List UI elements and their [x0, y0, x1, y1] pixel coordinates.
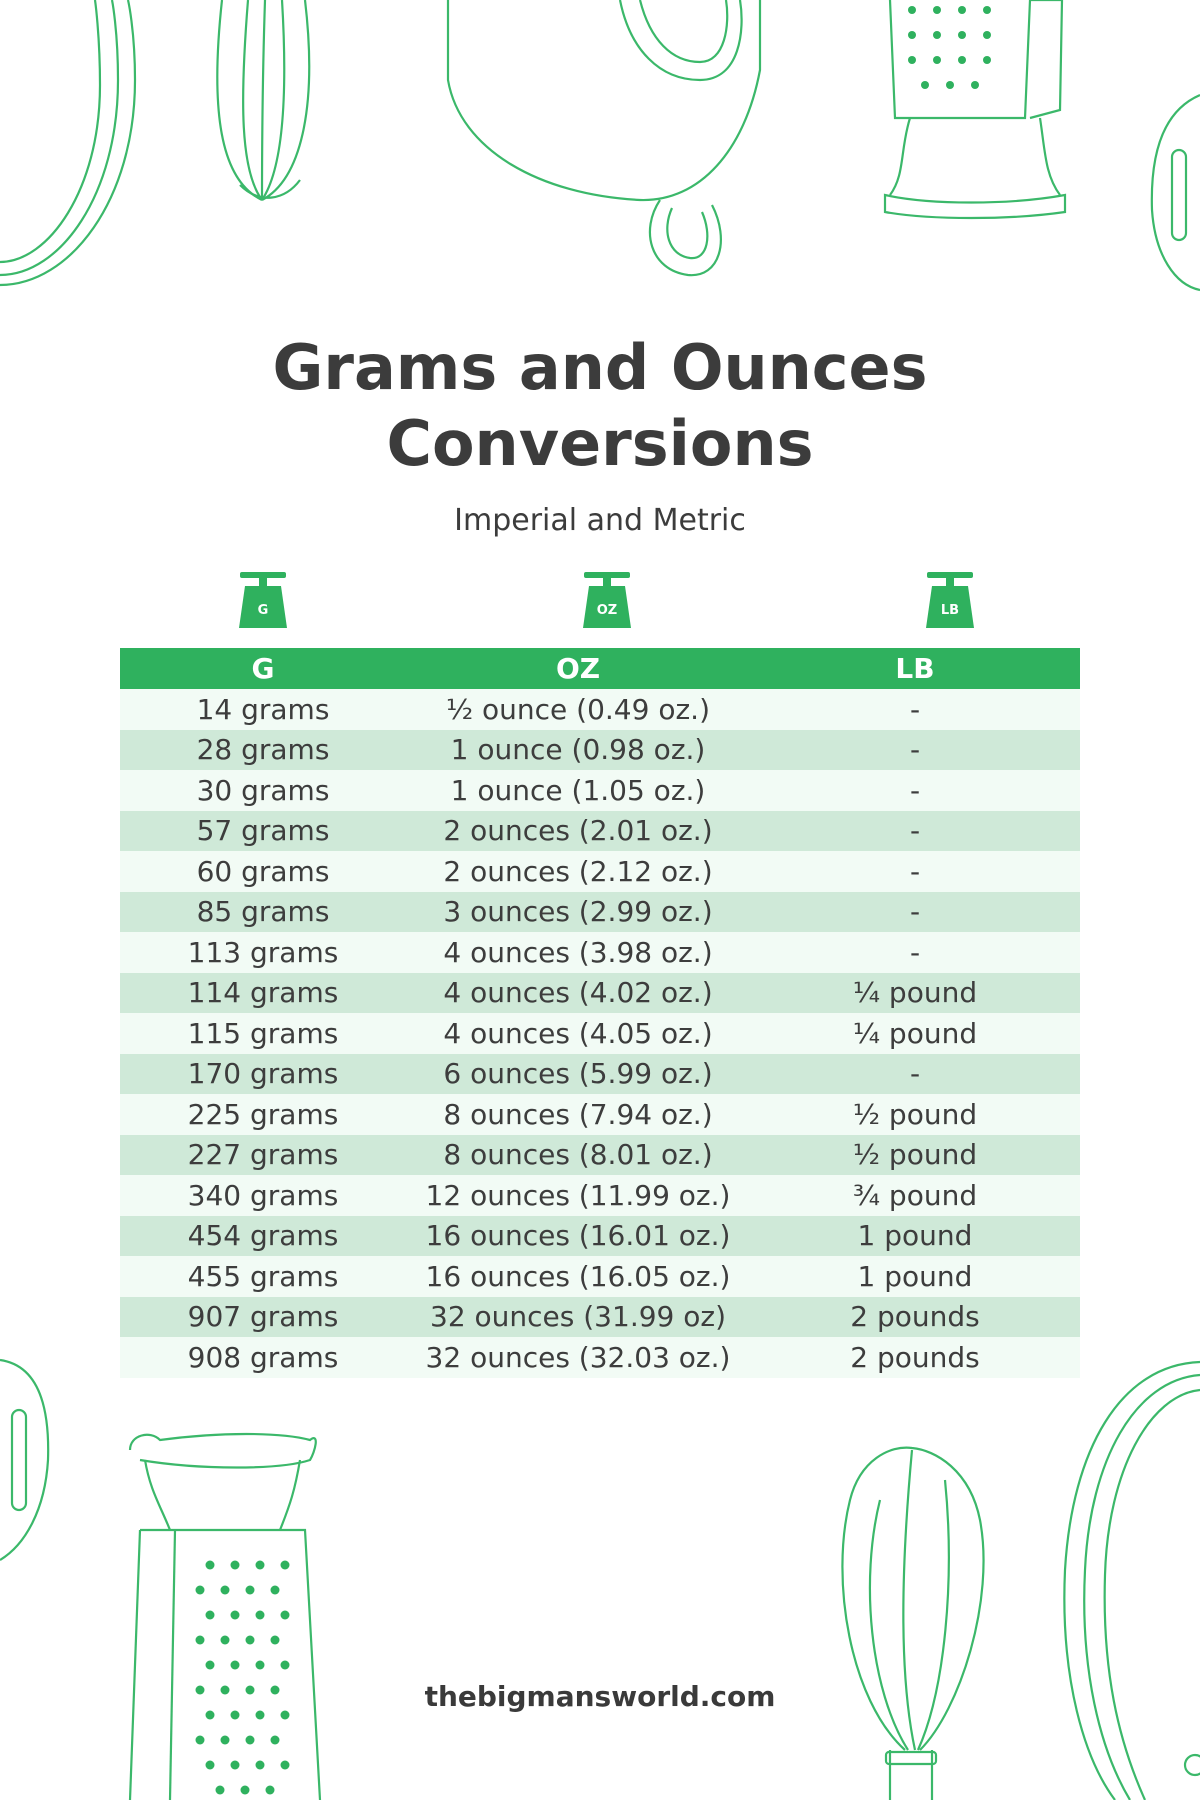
cell-pounds: -: [909, 1057, 921, 1091]
cell-ounces: 6 ounces (5.99 oz.): [443, 1057, 713, 1091]
cell-pounds: 2 pounds: [850, 1300, 980, 1334]
table-row: [120, 851, 1080, 892]
cell-pounds: 2 pounds: [850, 1340, 980, 1374]
cell-pounds: ¼ pound: [852, 976, 978, 1010]
whisk-icon: [842, 1448, 983, 1800]
scale-label: G: [257, 603, 269, 618]
cell-grams: 28 grams: [196, 733, 330, 767]
cell-ounces: 8 ounces (7.94 oz.): [443, 1097, 713, 1131]
title-line-2: Conversions: [386, 407, 814, 480]
table-row: [120, 973, 1080, 1014]
cell-grams: 114 grams: [187, 976, 339, 1010]
cell-grams: 115 grams: [187, 1016, 339, 1050]
cheese-grater-icon: [130, 1434, 320, 1800]
unit-icons-row: [120, 570, 1080, 634]
mixing-bowl-icon: [448, 0, 760, 275]
cell-grams: 454 grams: [187, 1219, 339, 1253]
cell-ounces: 2 ounces (2.12 oz.): [443, 854, 713, 888]
cell-ounces: 12 ounces (11.99 oz.): [425, 1178, 731, 1212]
cell-grams: 30 grams: [196, 773, 330, 807]
cell-ounces: 3 ounces (2.99 oz.): [443, 895, 713, 929]
measuring-cup-handle-icon: [0, 1360, 48, 1560]
cell-pounds: -: [909, 692, 921, 726]
grater-holes: [908, 6, 991, 89]
cell-grams: 225 grams: [187, 1097, 339, 1131]
header-ounces: OZ: [555, 652, 601, 685]
cell-pounds: 1 pound: [857, 1219, 973, 1253]
frying-pan-icon: [0, 0, 135, 285]
cell-grams: 227 grams: [187, 1138, 339, 1172]
cell-pounds: -: [909, 773, 921, 807]
cell-grams: 113 grams: [187, 935, 339, 969]
table-row: [120, 1216, 1080, 1257]
cell-grams: 14 grams: [196, 692, 330, 726]
whisk-icon: [217, 0, 309, 200]
cell-grams: 170 grams: [187, 1057, 339, 1091]
cell-ounces: 16 ounces (16.01 oz.): [425, 1219, 731, 1253]
cell-grams: 60 grams: [196, 854, 330, 888]
table-row: [120, 1337, 1080, 1378]
cell-grams: 340 grams: [187, 1178, 339, 1212]
website-credit: thebigmansworld.com: [424, 1680, 776, 1713]
page-subtitle: Imperial and Metric: [454, 503, 746, 538]
table-row: [120, 1256, 1080, 1297]
kitchen-scale-icon: [233, 570, 293, 632]
conversion-table: [120, 648, 1080, 1378]
kitchen-scale-icon: [577, 570, 637, 632]
cell-ounces: 1 ounce (0.98 oz.): [450, 733, 706, 767]
cell-grams: 57 grams: [196, 814, 330, 848]
cell-pounds: -: [909, 733, 921, 767]
cell-ounces: 1 ounce (1.05 oz.): [450, 773, 706, 807]
table-row: [120, 892, 1080, 933]
table-row: [120, 1094, 1080, 1135]
table-row: [120, 811, 1080, 852]
title-line-1: Grams and Ounces: [272, 331, 928, 404]
cell-grams: 455 grams: [187, 1259, 339, 1293]
cell-pounds: ½ pound: [852, 1138, 978, 1172]
cell-pounds: -: [909, 854, 921, 888]
cell-ounces: 32 ounces (31.99 oz): [430, 1300, 726, 1334]
scale-label: OZ: [596, 603, 618, 618]
cell-pounds: -: [909, 935, 921, 969]
table-body: [120, 689, 1080, 1378]
measuring-cup-handle-icon: [1152, 95, 1200, 290]
kitchen-scale-icon: [920, 570, 980, 632]
table-row: [120, 770, 1080, 811]
table-row: [120, 1013, 1080, 1054]
table-header: [120, 648, 1080, 689]
table-row: [120, 689, 1080, 730]
cell-ounces: 4 ounces (4.02 oz.): [443, 976, 713, 1010]
scale-label: LB: [940, 603, 960, 618]
table-row: [120, 932, 1080, 973]
cell-pounds: -: [909, 895, 921, 929]
cell-grams: 85 grams: [196, 895, 330, 929]
cell-pounds: ½ pound: [852, 1097, 978, 1131]
cell-grams: 908 grams: [187, 1340, 339, 1374]
table-row: [120, 1297, 1080, 1338]
cell-pounds: ¼ pound: [852, 1016, 978, 1050]
table-row: [120, 730, 1080, 771]
header-grams: G: [251, 652, 275, 685]
cell-ounces: 8 ounces (8.01 oz.): [443, 1138, 713, 1172]
header-pounds: LB: [895, 652, 935, 685]
grater-holes: [196, 1561, 290, 1795]
page-title: [0, 330, 1200, 482]
cell-ounces: 4 ounces (4.05 oz.): [443, 1016, 713, 1050]
table-row: [120, 1054, 1080, 1095]
cell-ounces: 16 ounces (16.05 oz.): [425, 1259, 731, 1293]
cell-pounds: ¾ pound: [852, 1178, 978, 1212]
cell-grams: 907 grams: [187, 1300, 339, 1334]
mixing-bowl-icon: [1064, 1362, 1200, 1800]
cell-pounds: -: [909, 814, 921, 848]
table-row: [120, 1175, 1080, 1216]
table-row: [120, 1135, 1080, 1176]
cell-pounds: 1 pound: [857, 1259, 973, 1293]
cell-ounces: ½ ounce (0.49 oz.): [445, 692, 710, 726]
cell-ounces: 2 ounces (2.01 oz.): [443, 814, 713, 848]
cell-ounces: 4 ounces (3.98 oz.): [443, 935, 713, 969]
cell-ounces: 32 ounces (32.03 oz.): [425, 1340, 731, 1374]
